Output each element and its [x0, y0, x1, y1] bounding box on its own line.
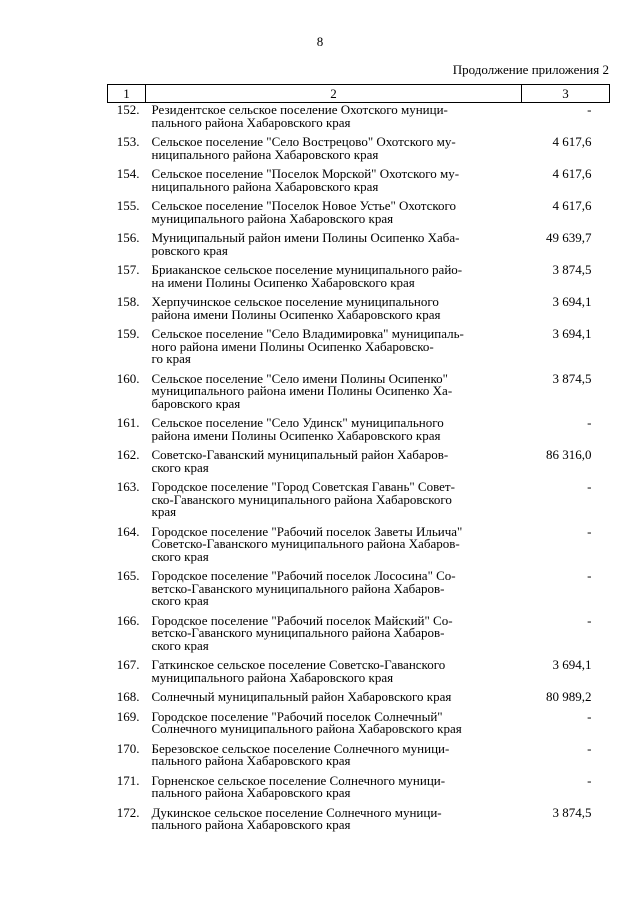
municipality-name: Солнечный муниципальный район Хабаровского края: [151, 689, 452, 704]
table-row: [108, 168, 610, 200]
amount-value: 49 639,7: [546, 230, 592, 245]
row-number: 157.: [116, 262, 140, 277]
row-number: 171.: [116, 772, 140, 788]
municipality-name: Городское поселение "Рабочий поселок Солнечный" Солнечного муниципального района Хабаровского края: [151, 708, 462, 736]
column-header-3: 3: [522, 85, 610, 103]
amount-value: -: [587, 772, 592, 788]
municipality-name: Городское поселение "Рабочий поселок Лососина" Со- ветско-Гаванского муниципального района Хабаров- ского края: [151, 568, 456, 608]
amount-value: 3 694,1: [552, 294, 592, 309]
municipality-name: Резидентское сельское поселение Охотского муници- пального района Хабаровского края: [151, 102, 448, 130]
amount-value: -: [587, 740, 592, 756]
amount-value: -: [587, 612, 592, 628]
amount-value: 3 694,1: [552, 326, 592, 341]
municipality-name: Березовское сельское поселение Солнечного муници- пального района Хабаровского края: [151, 740, 450, 768]
municipality-name: Херпучинское сельское поселение муниципального района имени Полины Осипенко Хабаровского края: [151, 294, 441, 322]
municipality-name: Городское поселение "Рабочий поселок Заветы Ильича" Советско-Гаванского муниципального района Хабаров- ского края: [151, 523, 463, 564]
row-number: 160.: [116, 370, 140, 386]
table-row: [108, 200, 610, 232]
appendix-table: [107, 84, 610, 839]
row-number: 168.: [116, 689, 140, 704]
amount-value: 3 874,5: [552, 804, 592, 820]
amount-value: -: [587, 479, 592, 494]
row-number: 164.: [116, 523, 140, 539]
amount-value: 4 617,6: [552, 198, 592, 213]
table-row: [108, 570, 610, 615]
municipality-name: Дукинское сельское поселение Солнечного муници- пального района Хабаровского края: [151, 804, 442, 832]
row-number: 166.: [116, 612, 140, 628]
column-header-2: 2: [146, 85, 522, 103]
row-number: 170.: [116, 740, 140, 756]
amount-value: 3 874,5: [552, 370, 592, 386]
table-row: [108, 449, 610, 481]
amount-value: -: [587, 102, 592, 117]
amount-value: 3 874,5: [552, 262, 592, 277]
amount-value: 86 316,0: [546, 447, 592, 462]
municipality-name: Сельское поселение "Село Вострецово" Охотского му- ниципального района Хабаровского края: [151, 134, 456, 162]
municipality-name: Сельское поселение "Село Владимировка" муниципаль- ного района имени Полины Осипенко Хабаровско- го края: [151, 326, 464, 366]
table-row: [108, 103, 610, 137]
table-row: [108, 417, 610, 449]
municipality-name: Городское поселение "Город Советская Гавань" Совет- ско-Гаванского муниципального района Хабаровского края: [151, 479, 455, 519]
municipality-name: Гаткинское сельское поселение Советско-Гаванского муниципального района Хабаровского края: [151, 657, 446, 685]
municipality-name: Советско-Гаванский муниципальный район Хабаров- ского края: [151, 447, 449, 475]
row-number: 158.: [116, 294, 140, 309]
row-number: 155.: [116, 198, 140, 213]
municipality-name: Сельское поселение "Поселок Новое Устье" Охотского муниципального района Хабаровского края: [151, 198, 457, 226]
amount-value: 80 989,2: [546, 689, 592, 704]
table-row: [108, 264, 610, 296]
amount-value: -: [587, 568, 592, 583]
municipality-name: Муниципальный район имени Полины Осипенко Хаба- ровского края: [151, 230, 460, 258]
row-number: 165.: [116, 568, 140, 583]
row-number: 161.: [116, 415, 140, 430]
table-row: [108, 373, 610, 418]
page-number: 8: [316, 34, 324, 49]
table-body: [108, 103, 610, 839]
amount-value: 3 694,1: [552, 657, 592, 672]
row-number: 167.: [116, 657, 140, 672]
row-number: 159.: [116, 326, 140, 341]
amount-value: -: [587, 415, 592, 430]
amount-value: 4 617,6: [552, 134, 592, 149]
row-number: 152.: [116, 102, 140, 117]
municipality-name: Городское поселение "Рабочий поселок Майский" Со- ветско-Гаванского муниципального района Хабаров- ского края: [151, 612, 453, 653]
table-row: [108, 659, 610, 691]
table-row: [108, 807, 610, 839]
row-number: 163.: [116, 479, 140, 494]
column-header-1: 1: [108, 85, 146, 103]
table-row: [108, 232, 610, 264]
table-row: [108, 136, 610, 168]
table-row: [108, 615, 610, 660]
table-row: [108, 328, 610, 373]
row-number: 162.: [116, 447, 140, 462]
table-row: [108, 775, 610, 807]
table-header-row: [108, 85, 610, 103]
table-row: [108, 526, 610, 571]
amount-value: 4 617,6: [552, 166, 592, 181]
row-number: 154.: [116, 166, 140, 181]
municipality-name: Сельское поселение "Село Удинск" муниципального района имени Полины Осипенко Хабаровского края: [151, 415, 444, 443]
row-number: 169.: [116, 708, 140, 724]
row-number: 156.: [116, 230, 140, 245]
row-number: 153.: [116, 134, 140, 149]
municipality-name: Бриаканское сельское поселение муниципального райо- на имени Полины Осипенко Хабаровского края: [151, 262, 463, 290]
continuation-note: Продолжение приложения 2: [452, 62, 609, 77]
table-row: [108, 691, 610, 711]
amount-value: -: [587, 708, 592, 724]
municipality-name: Горненское сельское поселение Солнечного муници- пального района Хабаровского края: [151, 772, 446, 800]
municipality-name: Сельское поселение "Село имени Полины Осипенко" муниципального района имени Полины Осипенко Ха- баровского края: [151, 370, 453, 411]
table-row: [108, 743, 610, 775]
table-row: [108, 296, 610, 328]
row-number: 172.: [116, 804, 140, 820]
table-row: [108, 711, 610, 743]
amount-value: -: [587, 523, 592, 539]
municipality-name: Сельское поселение "Поселок Морской" Охотского му- ниципального района Хабаровского края: [151, 166, 460, 194]
table-row: [108, 481, 610, 526]
